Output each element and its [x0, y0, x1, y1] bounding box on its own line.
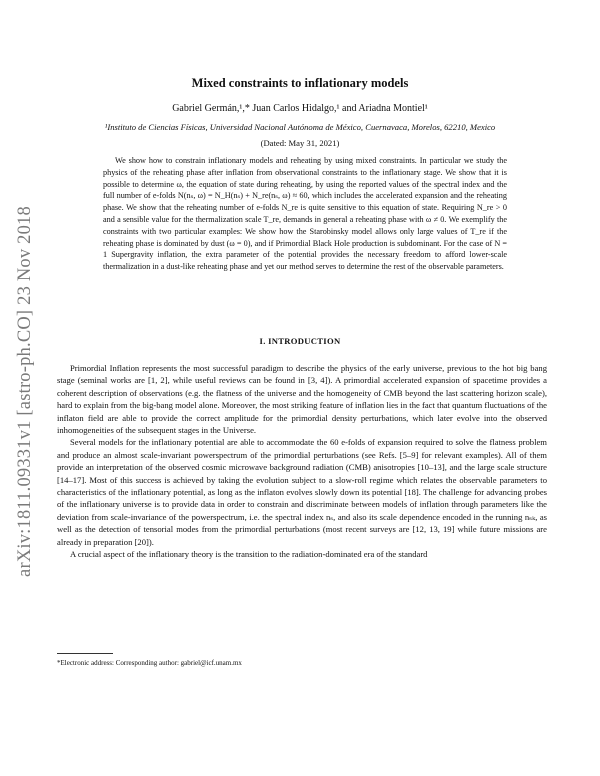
date-line: (Dated: May 31, 2021) [260, 138, 340, 148]
abstract: We show how to constrain inflationary models and reheating by using mixed constraints. In particular we study the physics of the reheating phase after inflation from observational constraints to the inflationary stage. We show that it is possible to determine ω, the equation of state during reheating, by using the reported values of the spectral index and the full number of e-folds N(nₛ, ω) = N_H(nₛ) + N_re(nₛ, ω) ≈ 60, which includes the accelerated expansion and the reheating phase. We show that the reheating number of e-folds N_re is quite sensitive to this equation of state. Requiring N_re > 0 and a sensible value for the thermalization scale T_re, demands in general a reheating phase with ω ≠ 0. We exemplify the constraints with two particular examples: We show how the Starobinsky model allows only large values of T_re if the reheating phase is dominated by dust (ω = 0), and if Primordial Black Hole production is subdominant. For the case of N = 1 Supergravity inflation, the extra parameter of the potential provides the necessary freedom to afford lower-scale thermalization in a dust-like reheating phase and yet our method serves to determine the rest of the observable parameters. [103, 156, 507, 272]
arxiv-identifier-stamp [10, 176, 40, 606]
body-paragraph: A crucial aspect of the inflationary theory is the transition to the radiation-dominated era of the standard [70, 549, 428, 560]
body-paragraph: Several models for the inflationary potential are able to accommodate the 60 e-folds of expansion required to solve the flatness problem and produce an almost scale-invariant powerspectrum of the primordial perturbations (see Refs. [5–9] for relevant examples). All of them provide an interpretation of the observed cosmic microwave background radiation (CMB) anisotropies [10–13], and the large scale structure [14–17]. Most of this success is achieved by taking the evolution subject to a slow-roll regime which relates the observable parameters to characteristics of the inflationary potential, as long as the inflaton evolves slowly down its potential [18]. The challenge for advancing probes of the inflationary universe is to provide data in order to constrain and discriminate between models of inflation through parameters like the deviation from scale-invariance of the powerspectrum, i.e. the spectral index nₛ, and also its scale dependence encoded in the running nₛₖ, as well as the detection of tensorial modes from the primordial perturbations (most recent surveys are [12, 13, 19] while future missions are already in preparation [20]). [57, 437, 547, 547]
arxiv-identifier-text: arXiv:1811.09331v1 [astro-ph.CO] 23 Nov 2018 [14, 205, 35, 577]
body-paragraph: Primordial Inflation represents the most successful paradigm to describe the physics of the early universe, previous to the hot big bang stage (seminal works are [1, 2], while useful reviews can be found in [3, 4]). A primordial accelerated expansion of spacetime provides a coherent description of observations (e.g. the flatness of the universe and the homogeneity of CMB beyond the last scattering horizon scale), hard to explain from the big-bang model alone. Moreover, the most striking feature of inflation lies in the fact that quantum fluctuations of the inflaton field are able to provide the correct amplitude for the primordial density perturbations, which later evolve into the observed inhomogeneities of the subsequent stages in the Universe. [57, 363, 547, 436]
author-affiliation: ¹Instituto de Ciencias Físicas, Universidad Nacional Autónoma de México, Cuernavaca, Morelos, 62210, Mexico [104, 122, 496, 132]
paper-title: Mixed constraints to inflationary models [191, 76, 409, 90]
footnote: *Electronic address: Corresponding author: gabriel@icf.unam.mx [57, 659, 242, 667]
paper-authors: Gabriel Germán,¹,* Juan Carlos Hidalgo,¹ and Ariadna Montiel¹ [172, 103, 428, 114]
introduction-body [57, 362, 547, 561]
section-heading-introduction: I. INTRODUCTION [259, 336, 341, 346]
footnote-divider [57, 653, 113, 654]
